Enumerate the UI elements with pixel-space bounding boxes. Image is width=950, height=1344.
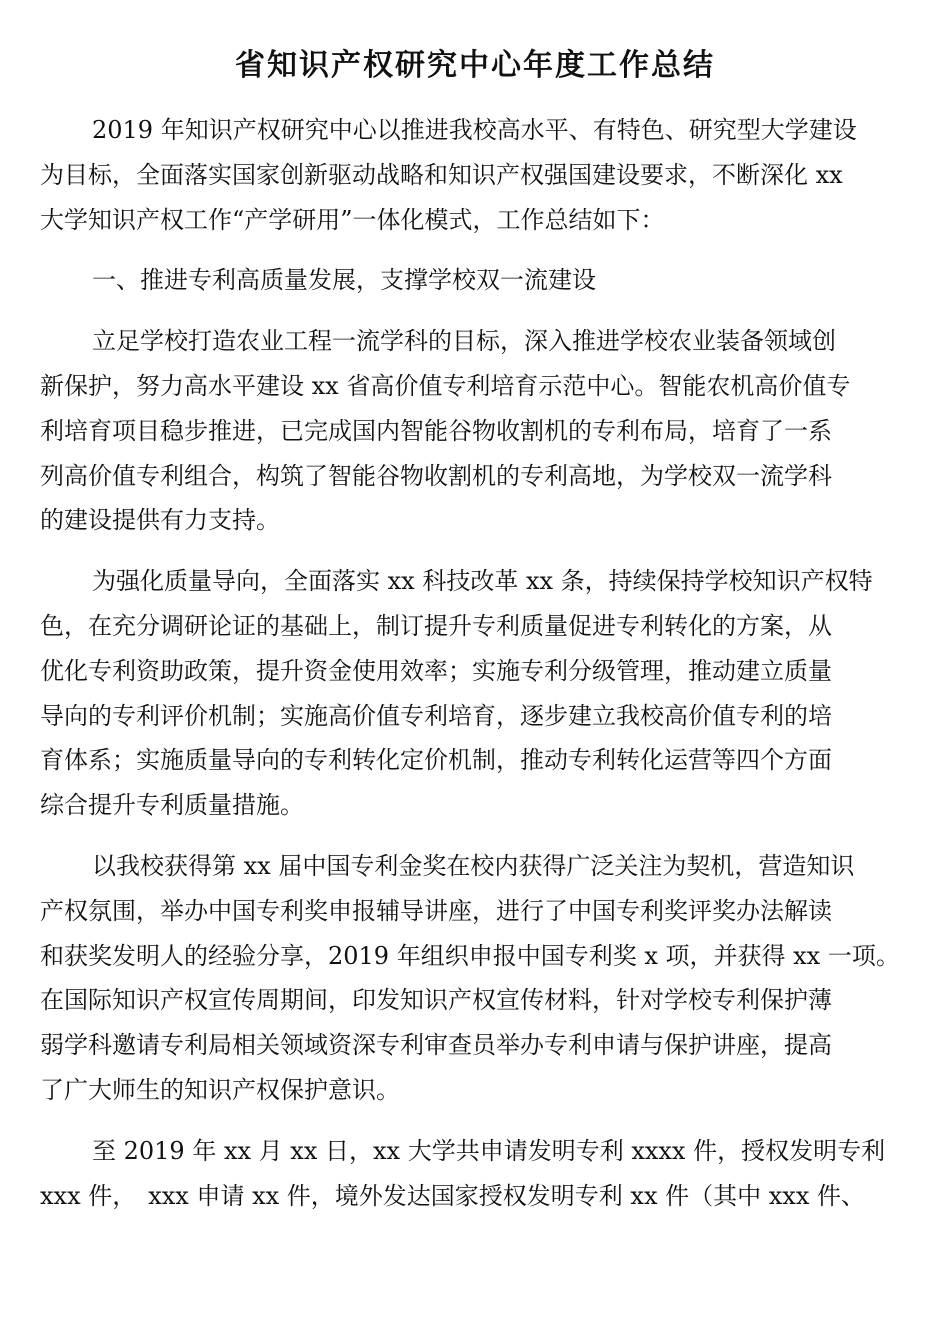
text-line: 导向的专利评价机制；实施高价值专利培育，逐步建立我校高价值专利的培: [40, 701, 832, 730]
text-line: 新保护，努力高水平建设 xx 省高价值专利培育示范中心。智能农机高价值专: [40, 371, 851, 400]
text-line: 大学知识产权工作“产学研用”一体化模式，工作总结如下：: [40, 205, 665, 234]
text-line: 色，在充分调研论证的基础上，制订提升专利质量促进专利转化的方案，从: [40, 611, 832, 640]
text-line: 列高价值专利组合，构筑了智能谷物收割机的专利高地，为学校双一流学科: [40, 461, 832, 490]
text-line: 2019 年知识产权研究中心以推进我校高水平、有特色、研究型大学建设: [92, 116, 857, 144]
text-line: 以我校获得第 xx 届中国专利金奖在校内获得广泛关注为契机，营造知识: [92, 851, 855, 880]
body-paragraph: [40, 319, 914, 543]
text-line: 育体系；实施质量导向的专利转化定价机制，推动专利转化运营等四个方面: [40, 746, 832, 775]
text-line: 和获奖发明人的经验分享，2019 年组织申报中国专利奖 x 项，并获得 xx 一项。: [40, 941, 900, 970]
text-line: 在国际知识产权宣传周期间，印发知识产权宣传材料，针对学校专利保护薄: [40, 986, 832, 1015]
text-line: 的建设提供有力支持。: [40, 506, 280, 535]
intro-paragraph: [40, 108, 914, 242]
text-line: 立足学校打造农业工程一流学科的目标，深入推进学校农业装备领域创: [92, 327, 836, 356]
text-line: 为强化质量导向，全面落实 xx 科技改革 xx 条，持续保持学校知识产权特: [92, 567, 873, 596]
text-line: 优化专利资助政策，提升资金使用效率；实施专利分级管理，推动建立质量: [40, 656, 832, 685]
document-body: [40, 108, 914, 1234]
page-title: 省知识产权研究中心年度工作总结: [235, 48, 715, 83]
text-line: 利培育项目稳步推进，已完成国内智能谷物收割机的专利布局，培育了一系: [40, 416, 832, 445]
body-paragraph: [40, 1129, 914, 1219]
text-line: xxx 件， xxx 申请 xx 件，境外发达国家授权发明专利 xx 件（其中 xxx 件、: [40, 1181, 865, 1210]
text-line: 至 2019 年 xx 月 xx 日，xx 大学共申请发明专利 xxxx 件，授权发明专利: [92, 1136, 886, 1165]
section-heading: [40, 258, 914, 303]
text-line: 综合提升专利质量措施。: [40, 791, 304, 820]
text-line: 为目标，全面落实国家创新驱动战略和知识产权强国建设要求，不断深化 xx: [40, 160, 843, 189]
heading-text: 一、推进专利高质量发展，支撑学校双一流建设: [92, 266, 596, 295]
body-paragraph: [40, 559, 914, 828]
text-line: 产权氛围，举办中国专利奖申报辅导讲座，进行了中国专利奖评奖办法解读: [40, 896, 832, 925]
body-paragraph: [40, 844, 914, 1113]
text-line: 了广大师生的知识产权保护意识。: [40, 1075, 400, 1104]
text-line: 弱学科邀请专利局相关领域资深专利审查员举办专利申请与保护讲座，提高: [40, 1031, 832, 1060]
